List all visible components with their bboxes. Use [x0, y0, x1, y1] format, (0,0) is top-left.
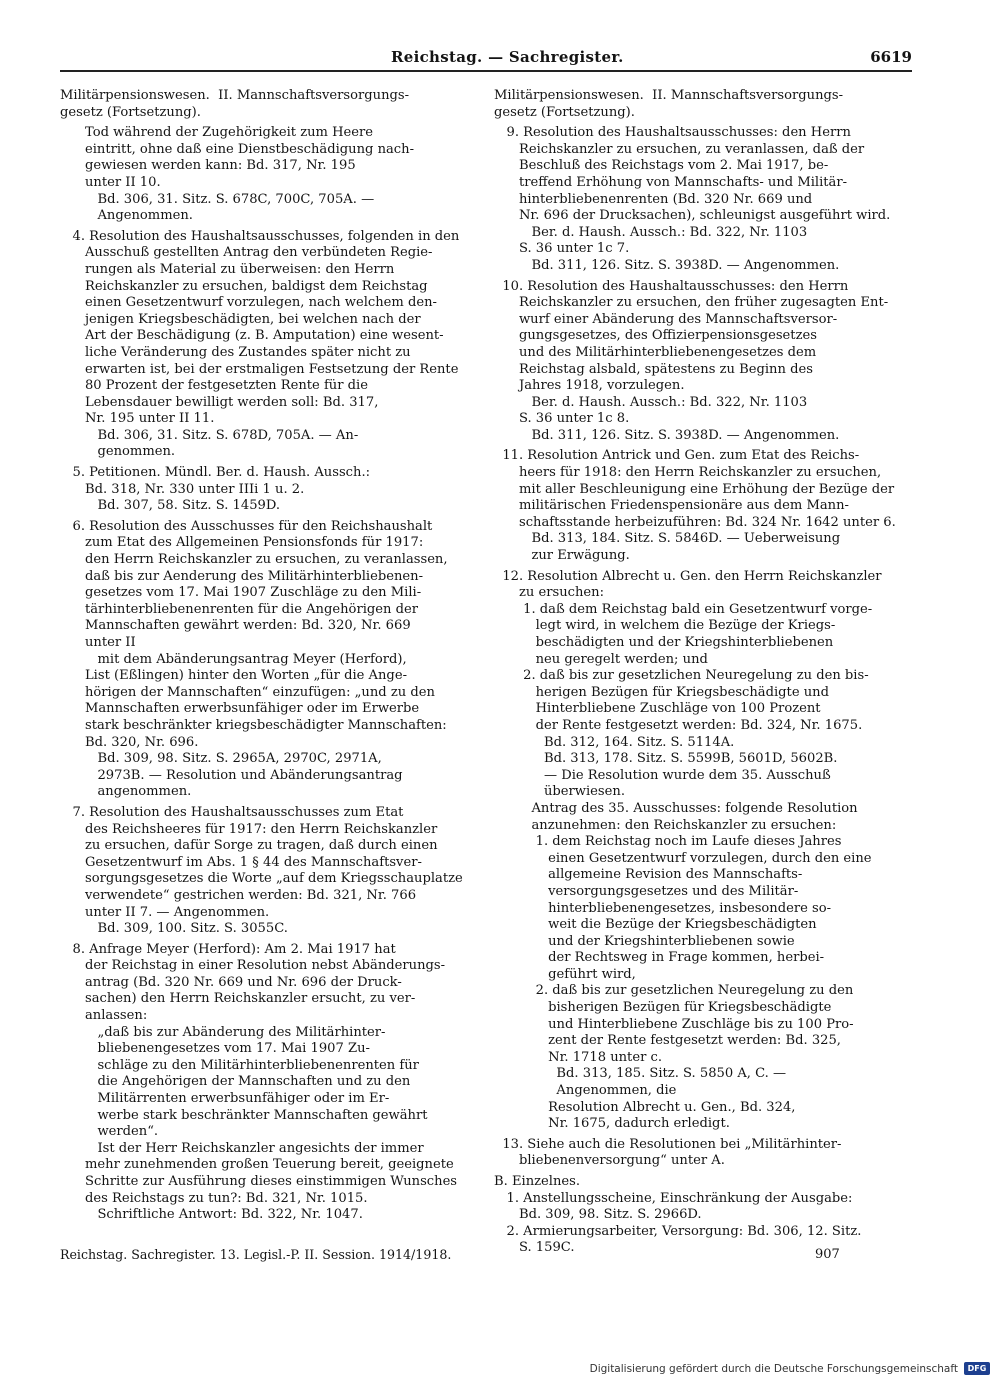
- footer-page-number: 907: [815, 1247, 840, 1262]
- index-entry: 11. Resolution Antrick und Gen. zum Etat des Reichs- heers für 1918: den Herrn Reichskanzler zu ersuchen, mit aller Beschleunigung eine Erhöhung der Bezüge der militärischen Friedenspensionäre aus dem Mann- schaftsstande herbeizuführen: Bd. 324 Nr. 1642 unter 6. Bd. 313, 184. Sitz. S. 5846D. — Ueberweisung zur Erwägung.: [502, 448, 896, 564]
- index-entry: Militärpensionswesen. II. Mannschaftsversorgungs- gesetz (Fortsetzung).: [60, 88, 410, 120]
- index-entry: 4. Resolution des Haushaltsausschusses, folgenden in den Ausschuß gestellten Antrag den verbündeten Regie- rungen als Material zu überweisen: den Herrn Reichskanzler zu ersuchen, baldigst dem Reichstag einen Gesetzentwurf vorzulegen, nach welchem den- jenigen Kriegsbeschädigten, bei welchen nach der Art der Beschädigung (z. B. Amputation) eine wesent- liche Veränderung des Zustandes später nicht zu erwarten ist, bei der erstmaligen Festsetzung der Rente 80 Prozent der festgesetzten Rente für die Lebensdauer bewilligt werden soll: Bd. 317, Nr. 195 unter II 11. Bd. 306, 31. Sitz. S. 678D, 705A. — An- genommen.: [72, 228, 460, 460]
- right-column: [494, 88, 910, 1257]
- credit-text: Digitalisierung gefördert durch die Deutsche Forschungsgemeinschaft: [589, 1362, 958, 1375]
- header-rule: [60, 70, 912, 72]
- footer-citation: Reichstag. Sachregister. 13. Legisl.-P. II. Session. 1914/1918.: [60, 1247, 452, 1262]
- index-entry: 10. Resolution des Haushaltausschusses: den Herrn Reichskanzler zu ersuchen, den früher zugesagten Ent- wurf einer Abänderung des Mannschaftsversor- gungsgesetzes, des Offizierpensionsgesetzes und des Militärhinterbliebenengesetzes dem Reichstag alsbald, spätestens zu Beginn des Jahres 1918, vorzulegen. Ber. d. Haush. Aussch.: Bd. 322, Nr. 1103 S. 36 unter 1c 8. Bd. 311, 126. Sitz. S. 3938D. — Angenommen.: [502, 278, 889, 443]
- index-entry: 6. Resolution des Ausschusses für den Reichshaushalt zum Etat des Allgemeinen Pensionsfonds für 1917: den Herrn Reichskanzler zu ersuchen, zu veranlassen, daß bis zur Aenderung des Militärhinterbliebenen- gesetzes vom 17. Mai 1907 Zuschläge zu den Mili- tärhinterbliebenenrenten für die Angehörigen der Mannschaften gewährt werden: Bd. 320, Nr. 669 unter II mit dem Abänderungsantrag Meyer (Herford), List (Eßlingen) hinter den Worten „für die Ange- hörigen der Mannschaften“ einzufügen: „und zu den Mannschaften erwerbsunfähiger oder im Erwerbe stark beschränkter kriegsbeschädigter Mannschaften: Bd. 320, Nr. 696. Bd. 309, 98. Sitz. S. 2965A, 2970C, 2971A, 2973B. — Resolution und Abänderungsantrag angenommen.: [72, 518, 448, 800]
- index-entry: Militärpensionswesen. II. Mannschaftsversorgungs- gesetz (Fortsetzung).: [494, 88, 844, 120]
- index-entry: 9. Resolution des Haushaltsausschusses: den Herrn Reichskanzler zu ersuchen, zu veranlassen, daß der Beschluß des Reichstags vom 2. Mai 1917, be- treffend Erhöhung von Mannschafts- und Militär- hinterbliebenenrenten (Bd. 320 Nr. 669 und Nr. 696 der Drucksachen), schleunigst ausgeführt wird. Ber. d. Haush. Aussch.: Bd. 322, Nr. 1103 S. 36 unter 1c 7. Bd. 311, 126. Sitz. S. 3938D. — Angenommen.: [506, 125, 891, 273]
- index-entry: 5. Petitionen. Mündl. Ber. d. Haush. Aussch.: Bd. 318, Nr. 330 unter IIIi 1 u. 2. Bd. 307, 58. Sitz. S. 1459D.: [72, 465, 371, 514]
- index-entry: B. Einzelnes. 1. Anstellungsscheine, Einschränkung der Ausgabe: Bd. 309, 98. Sitz. S. 2966D. 2. Armierungsarbeiter, Versorgung: Bd. 306, 12. Sitz. S. 159C.: [494, 1174, 862, 1256]
- index-entry: 13. Siehe auch die Resolutionen bei „Militärhinter- bliebenenversorgung“ unter A.: [502, 1136, 842, 1169]
- dfg-logo: DFG: [964, 1362, 990, 1375]
- header-page-number: 6619: [870, 48, 912, 66]
- header-title: Reichstag. — Sachregister.: [391, 48, 624, 66]
- index-entry: Tod während der Zugehörigkeit zum Heere eintritt, ohne daß eine Dienstbeschädigung nach- gewiesen werden kann: Bd. 317, Nr. 195 unter II 10. Bd. 306, 31. Sitz. S. 678C, 700C, 705A. — Angenommen.: [84, 125, 414, 224]
- page-header: [60, 40, 912, 74]
- index-entry: 7. Resolution des Haushaltsausschusses zum Etat des Reichsheeres für 1917: den Herrn Reichskanzler zu ersuchen, dafür Sorge zu tragen, daß durch einen Gesetzentwurf im Abs. 1 § 44 des Mannschaftsver- sorgungsgesetzes die Worte „auf dem Kriegsschauplatze verwendete“ gestrichen werden: Bd. 321, Nr. 766 unter II 7. — Angenommen. Bd. 309, 100. Sitz. S. 3055C.: [72, 804, 463, 937]
- index-entry: 8. Anfrage Meyer (Herford): Am 2. Mai 1917 hat der Reichstag in einer Resolution nebst Abänderungs- antrag (Bd. 320 Nr. 669 und Nr. 696 der Druck- sachen) den Herrn Reichskanzler ersucht, zu ver- anlassen: „daß bis zur Abänderung des Militärhinter- bliebenengesetzes vom 17. Mai 1907 Zu- schläge zu den Militärhinterbliebenenrenten für die Angehörigen der Mannschaften und zu den Militärrenten erwerbsunfähiger oder im Er- werbe stark beschränkter Mannschaften gewährt werden“. Ist der Herr Reichskanzler angesichts der immer mehr zunehmenden großen Teuerung bereit, geeignete Schritte zur Ausführung dieses einstimmigen Wunsches des Reichstags zu tun?: Bd. 321, Nr. 1015. Schriftliche Antwort: Bd. 322, Nr. 1047.: [72, 941, 458, 1223]
- index-entry: 12. Resolution Albrecht u. Gen. den Herrn Reichskanzler zu ersuchen: 1. daß dem Reichstag bald ein Gesetzentwurf vorge- legt wird, in welchem die Bezüge der Kriegs- beschädigten und der Kriegshinterbliebenen neu geregelt werden; und 2. daß bis zur gesetzlichen Neuregelung zu den bis- herigen Bezügen für Kriegsbeschädigte und Hinterbliebene Zuschläge von 100 Prozent der Rente festgesetzt werden: Bd. 324, Nr. 1675. Bd. 312, 164. Sitz. S. 5114A. Bd. 313, 178. Sitz. S. 5599B, 5601D, 5602B. — Die Resolution wurde dem 35. Ausschuß überwiesen. Antrag des 35. Ausschusses: folgende Resolution anzunehmen: den Reichskanzler zu ersuchen: 1. dem Reichstag noch im Laufe dieses Jahres einen Gesetzentwurf vorzulegen, durch den eine allgemeine Revision des Mannschafts- versorgungsgesetzes und des Militär- hinterbliebenengesetzes, insbesondere so- weit die Bezüge der Kriegsbeschädigten und der Kriegshinterbliebenen sowie der Rechtsweg in Frage kommen, herbei- geführt wird, 2. daß bis zur gesetzlichen Neuregelung zu den bisherigen Bezügen für Kriegsbeschädigte und Hinterbliebene Zuschläge bis zu 100 Pro- zent der Rente festgesetzt werden: Bd. 325, Nr. 1718 unter c. Bd. 313, 185. Sitz. S. 5850 A, C. — Angenommen, die Resolution Albrecht u. Gen., Bd. 324, Nr. 1675, dadurch erledigt.: [502, 568, 882, 1132]
- left-column: [60, 88, 496, 1224]
- digitization-credit: [590, 1362, 990, 1375]
